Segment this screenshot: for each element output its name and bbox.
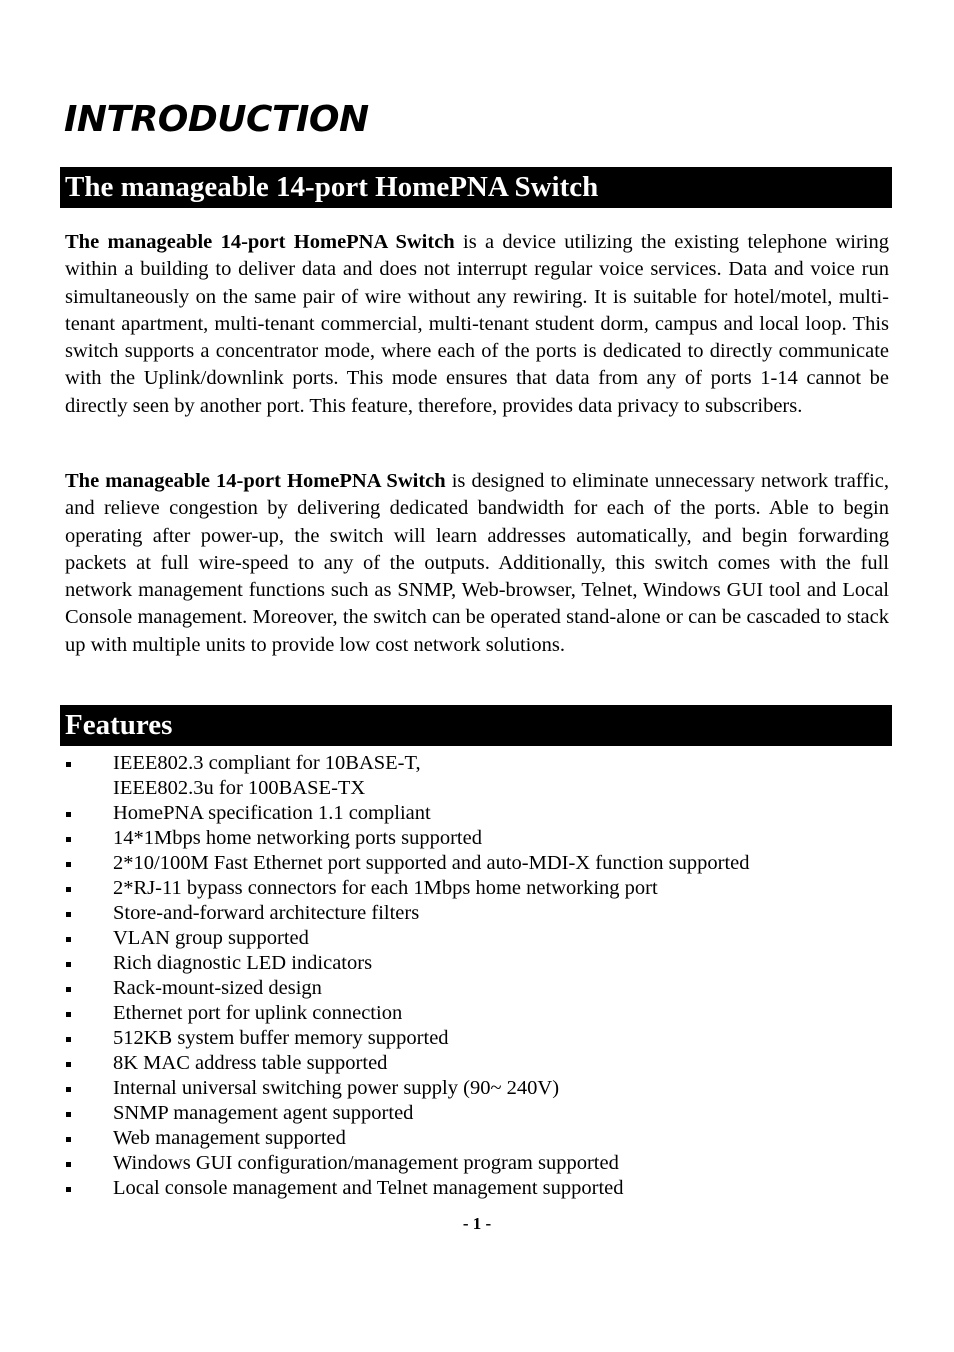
feature-item-text: Ethernet port for uplink connection <box>113 1002 403 1024</box>
page-title: INTRODUCTION <box>64 99 369 140</box>
feature-item-text: SNMP management agent supported <box>113 1102 414 1124</box>
feature-item <box>64 851 884 876</box>
feature-item <box>64 801 884 826</box>
feature-item <box>64 1151 884 1176</box>
bullet-icon <box>66 1187 71 1192</box>
feature-item-text: Local console management and Telnet management supported <box>113 1177 624 1199</box>
bullet-icon <box>66 1037 71 1042</box>
bullet-icon <box>66 812 71 817</box>
feature-item-text: VLAN group supported <box>113 927 309 949</box>
bullet-icon <box>66 1087 71 1092</box>
feature-item-text: 512KB system buffer memory supported <box>113 1027 449 1049</box>
bullet-icon <box>66 937 71 942</box>
feature-item <box>64 876 884 901</box>
feature-item-text: Internal universal switching power supply (90~ 240V) <box>113 1077 560 1099</box>
feature-item-text: 14*1Mbps home networking ports supported <box>113 827 482 849</box>
bullet-icon <box>66 987 71 992</box>
intro-paragraph-1 <box>65 229 889 420</box>
bullet-icon <box>66 887 71 892</box>
intro-paragraph-2-text: is designed to eliminate unnecessary network traffic, and relieve congestion by delivering dedicated bandwidth for each of the ports. Able to begin operating after power-up, the switch will learn addresses automatically, and begin forwarding packets at full wire-speed to any of the outputs. Additionally, this switch comes with the full network management functions such as SNMP, Web-browser, Telnet, Windows GUI tool and Local Console management. Moreover, the switch can be operated stand-alone or can be cascaded to stack up with multiple units to provide low cost network solutions. <box>65 470 889 656</box>
section-heading-switch: The manageable 14-port HomePNA Switch <box>60 167 892 208</box>
bullet-icon <box>66 1112 71 1117</box>
feature-item <box>64 901 884 926</box>
feature-item <box>64 751 884 801</box>
bullet-icon <box>66 862 71 867</box>
bullet-icon <box>66 762 71 767</box>
feature-item-text: 2*10/100M Fast Ethernet port supported and auto-MDI-X function supported <box>113 852 750 874</box>
feature-item <box>64 1026 884 1051</box>
page-number: - 1 - <box>462 1214 492 1233</box>
bullet-icon <box>66 1137 71 1142</box>
bullet-icon <box>66 962 71 967</box>
features-list <box>64 751 884 1201</box>
intro-paragraph-2 <box>65 468 889 659</box>
product-name-bold: The manageable 14-port HomePNA Switch <box>65 231 455 253</box>
feature-item <box>64 976 884 1001</box>
product-name-bold: The manageable 14-port HomePNA Switch <box>65 470 446 492</box>
feature-item-text: 8K MAC address table supported <box>113 1052 388 1074</box>
feature-item <box>64 1051 884 1076</box>
feature-item-line: IEEE802.3u for 100BASE-TX <box>113 777 366 799</box>
feature-item-text: 2*RJ-11 bypass connectors for each 1Mbps home networking port <box>113 877 658 899</box>
bullet-icon <box>66 1012 71 1017</box>
feature-item-text: HomePNA specification 1.1 compliant <box>113 802 431 824</box>
bullet-icon <box>66 912 71 917</box>
bullet-icon <box>66 1162 71 1167</box>
feature-item <box>64 926 884 951</box>
feature-item <box>64 951 884 976</box>
feature-item-text: Rich diagnostic LED indicators <box>113 952 373 974</box>
bullet-icon <box>66 1062 71 1067</box>
feature-item <box>64 1101 884 1126</box>
feature-item-text: Store-and-forward architecture filters <box>113 902 420 924</box>
bullet-icon <box>66 837 71 842</box>
feature-item <box>64 1126 884 1151</box>
intro-paragraph-1-text: is a device utilizing the existing telephone wiring within a building to deliver data and does not interrupt regular voice services. Data and voice run simultaneously on the same pair of wire without any rewiring. It is suitable for hotel/motel, multi-tenant apartment, multi-tenant commercial, multi-tenant student dorm, campus and local loop. This switch supports a concentrator mode, where each of the ports is dedicated to directly communicate with the Uplink/downlink ports. This mode ensures that data from any of ports 1-14 cannot be directly seen by another port. This feature, therefore, provides data privacy to subscribers. <box>65 231 889 417</box>
feature-item-text: Web management supported <box>113 1127 346 1149</box>
feature-item <box>64 826 884 851</box>
feature-item <box>64 1076 884 1101</box>
feature-item <box>64 1001 884 1026</box>
feature-item-text: Rack-mount-sized design <box>113 977 322 999</box>
feature-item-text: Windows GUI configuration/management program supported <box>113 1152 619 1174</box>
feature-item-line: IEEE802.3 compliant for 10BASE-T, <box>113 752 421 774</box>
feature-item <box>64 1176 884 1201</box>
section-heading-features: Features <box>60 705 892 746</box>
